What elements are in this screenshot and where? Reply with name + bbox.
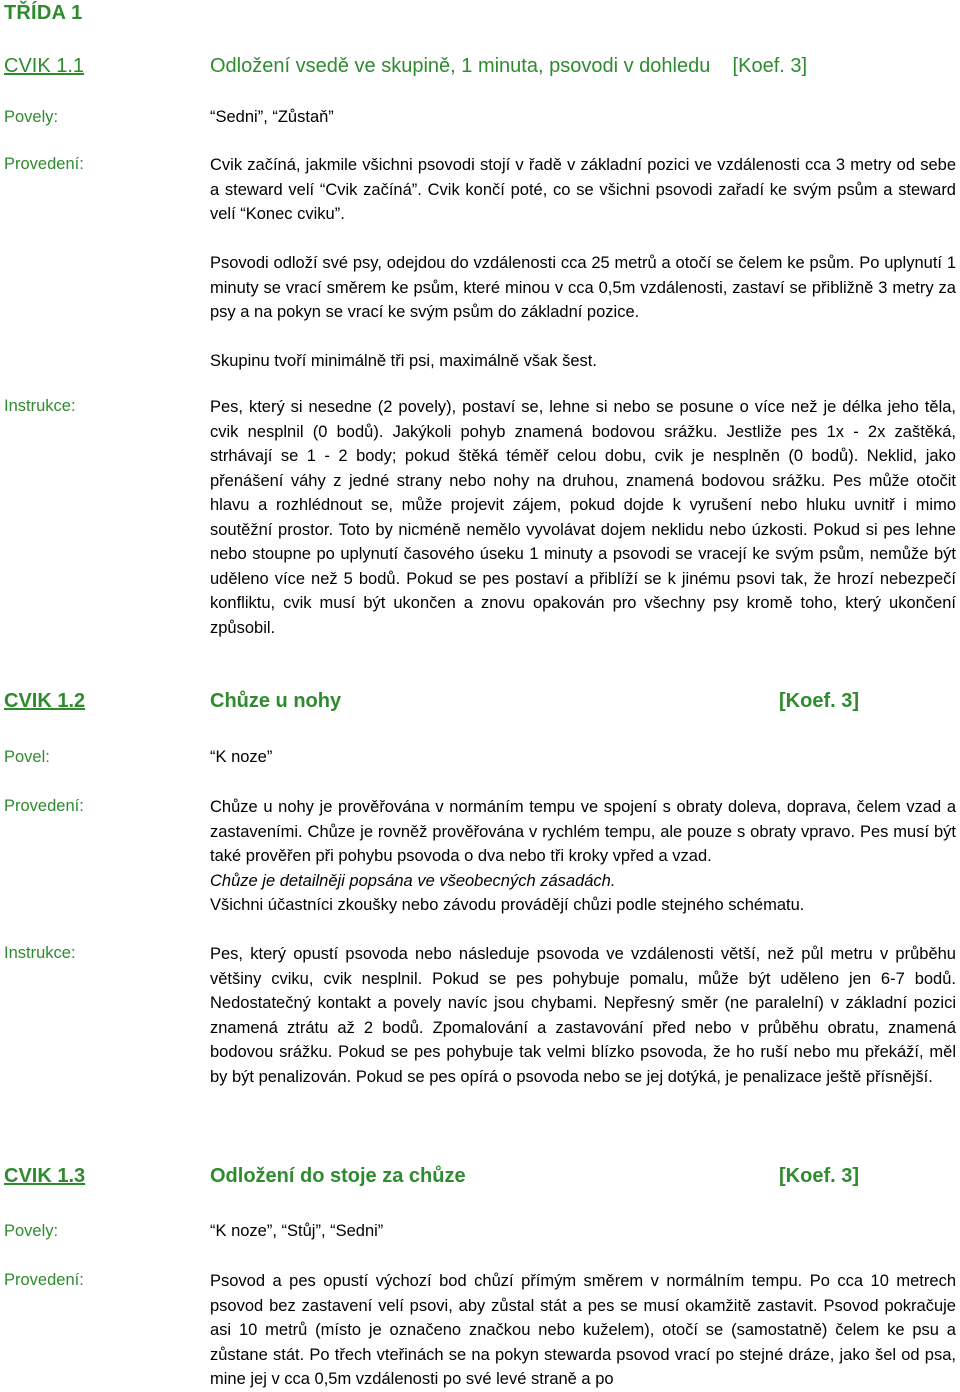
exercise-1-command-label: Povely: <box>4 108 59 126</box>
exercise-2-instructions <box>210 942 956 1089</box>
exercise-2-number: CVIK 1.2 <box>4 690 86 712</box>
exercise-2-command-label: Povel: <box>4 748 50 766</box>
exercise-2-execution-label: Provedení: <box>4 797 84 815</box>
exercise-3-execution-text: Psovod a pes opustí výchozí bod chůzí přímým směrem v normálním tempu. Po cca 10 metrech psovod bez zastavení velí psovi, aby zůstal stát a pes se musí okamžitě zastavit. Psovod pokračuje asi 10 metrů (místo je označeno značkou nebo kuželem), otočí se (samostatně) čelem ke psu a zůstane stát. Po třech vteřinách se na pokyn stewarda psovod vrací po stejné dráze, jako šel od psa, mine jej v cca 0,5m vzdálenosti po své levé straně a po <box>210 1272 956 1388</box>
exercise-1-name: Odložení vsedě ve skupině, 1 minuta, psovodi v dohledu <box>210 55 711 77</box>
exercise-1-execution <box>210 153 956 374</box>
exercise-2-execution-main: Chůze u nohy je prověřována v normáním tempu ve spojení s obraty doleva, doprava, čelem vzad a zastaveními. Chůze je rovněž prověřována v rychlém tempu, ale pouze s obraty vpravo. Pes musí být také prověřen při pohybu psovoda o dva nebo tři kroky vpřed a vzad. <box>210 798 956 865</box>
exercise-2-execution <box>210 795 956 918</box>
exercise-1-instructions-text: Pes, který si nesedne (2 povely), postaví se, lehne si nebo se posune o více než je délka jeho těla, cvik nesplnil (0 bodů). Jakýkoli pohyb znamená bodovou srážku. Jestliže pes 1x - 2x zaštěká, strhávají se 1 - 2 body; pokud štěká téměř celou dobu, cvik je nesplněn (0 bodů). Neklid, jako přenášení váhy z jedné strany nebo nohy na druhou, znamená bodovou srážku. Pes může otočit hlavu a rozhlédnout se, může projevit zájem, pokud dojde k vyrušení nebo hluku uvnitř i mimo soutěžní prostor. Toto by nicméně nemělo vyvolávat dojem neklidu nebo úzkosti. Pokud si pes lehne nebo stoupne po uplynutí časového úseku 1 minuty a psovodi se vracejí ke svým psům, nemůže být uděleno více než 5 bodů. Pokud se pes postaví a přiblíží se k jinému psovi tak, že hrozí nebezpečí konfliktu, cvik musí být ukončen a znovu opakován pro všechny psy kromě toho, který ukončení způsobil. <box>210 398 956 637</box>
exercise-2-koef: [Koef. 3] <box>779 690 859 712</box>
exercise-3-execution <box>210 1269 956 1392</box>
exercise-2-instructions-label: Instrukce: <box>4 944 76 962</box>
exercise-1-execution-paragraph: Cvik začíná, jakmile všichni psovodi stojí v řadě v základní pozici ve vzdálenosti cca 3 metry od sebe a steward velí “Cvik začíná”. Cvik končí poté, co se všichni psovodi zařadí ke svým psům a steward velí “Konec cviku”. <box>210 156 956 223</box>
exercise-1-number: CVIK 1.1 <box>4 55 85 77</box>
exercise-1-execution-paragraph: Psovodi odloží své psy, odejdou do vzdálenosti cca 25 metrů a otočí se čelem ke psům. Po uplynutí 1 minuty se vrací směrem ke psům, které minou v cca 0,5m vzdálenosti, zastaví se přibližně 3 metry za psy a na pokyn se vrací ke svým psům do základní pozice. <box>210 254 956 321</box>
exercise-3-heading <box>0 1165 960 1195</box>
exercise-2-heading <box>0 690 960 720</box>
exercise-3-koef: [Koef. 3] <box>779 1165 859 1187</box>
exercise-3-command-label: Povely: <box>4 1222 59 1240</box>
exercise-3-command: “K noze”, “Stůj”, “Sedni” <box>210 1222 384 1240</box>
exercise-2-command: “K noze” <box>210 748 273 766</box>
class-title: TŘÍDA 1 <box>4 2 83 24</box>
exercise-1-command: “Sedni”, “Zůstaň” <box>210 108 334 126</box>
exercise-2-name: Chůze u nohy <box>210 690 342 712</box>
exercise-1-execution-paragraph: Skupinu tvoří minimálně tři psi, maximálně však šest. <box>210 352 597 370</box>
exercise-1-heading <box>0 55 960 85</box>
exercise-3-name: Odložení do stoje za chůze <box>210 1165 466 1187</box>
exercise-1-execution-label: Provedení: <box>4 155 84 173</box>
exercise-2-execution-last: Všichni účastníci zkoušky nebo závodu provádějí chůzi podle stejného schématu. <box>210 896 805 914</box>
exercise-1-instructions <box>210 395 956 640</box>
exercise-3-number: CVIK 1.3 <box>4 1165 86 1187</box>
exercise-1-instructions-label: Instrukce: <box>4 397 76 415</box>
exercise-3-execution-label: Provedení: <box>4 1271 84 1289</box>
exercise-1-title <box>210 55 807 78</box>
exercise-1-koef: [Koef. 3] <box>732 55 808 77</box>
exercise-2-execution-italic: Chůze je detailněji popsána ve všeobecných zásadách. <box>210 871 616 890</box>
exercise-2-instructions-text: Pes, který opustí psovoda nebo následuje psovoda ve vzdálenosti větší, než půl metru v průběhu většiny cviku, cvik nesplnil. Pokud se pes pohybuje pomalu, může být uděleno jen 6-7 bodů. Nedostatečný kontakt a povely navíc jsou chybami. Nepřesný směr (ne paralelní) v základní pozici znamená ztrátu až 2 bodů. Zpomalování a zastavování před nebo v průběhu obratu, znamená bodovou srážku. Pokud se pes pohybuje tak velmi blízko psovoda, že ho ruší nebo mu překáží, měl by být penalizován. Pokud se pes opírá o psovoda nebo se jej dotýká, je penalizace ještě přísnější. <box>210 945 956 1086</box>
